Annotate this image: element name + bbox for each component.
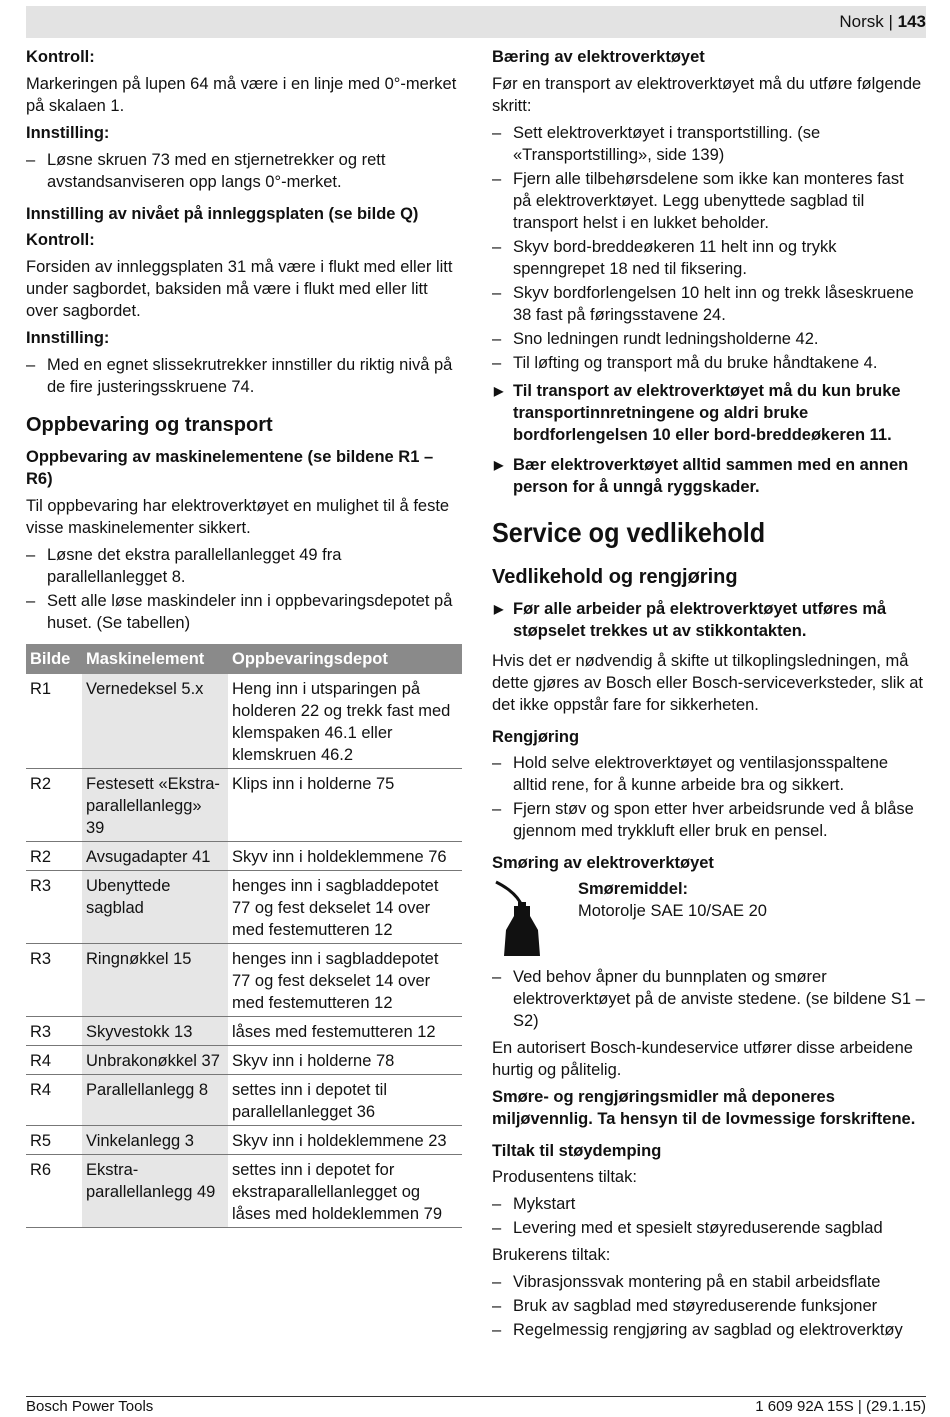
list-item: – Løsne det ekstra parallellanlegget 49 fra parallellanlegget 8.	[26, 544, 462, 588]
table-cell: Vinkelanlegg 3	[82, 1126, 228, 1155]
page-header: Norsk | 143	[839, 12, 926, 31]
table-cell: Skyv inn i holdeklemmene 76	[228, 842, 462, 871]
table-row	[26, 674, 462, 769]
maskin-title: Oppbevaring av maskinelementene (se bildene R1 – R6)	[26, 448, 434, 488]
table-row	[26, 944, 462, 1017]
innstilling2-title: Innstilling:	[26, 329, 110, 347]
table-row	[26, 1155, 462, 1228]
header-language: Norsk	[839, 12, 884, 31]
list-item: – Skyv bordforlengelsen 10 helt inn og trekk låseskruene 38 fast på føringsstavene 24.	[492, 282, 926, 326]
list-item: – Bruk av sagblad med støyreduserende funksjoner	[492, 1295, 926, 1317]
table-cell: Ubenyttede sagblad	[82, 871, 228, 944]
table-cell: R2	[26, 769, 82, 842]
table-cell: R5	[26, 1126, 82, 1155]
table-cell: R3	[26, 1017, 82, 1046]
table-row	[26, 1126, 462, 1155]
oppbevaring-heading: Oppbevaring og transport	[26, 414, 273, 436]
table-cell: R4	[26, 1046, 82, 1075]
table-cell: Ringnøkkel 15	[82, 944, 228, 1017]
baering-text: Før en transport av elektroverktøyet må du utføre følgende skritt:	[492, 75, 922, 115]
table-header-cell: Maskinelement	[82, 644, 228, 674]
page-footer	[26, 1396, 926, 1415]
table-header-row	[26, 644, 462, 674]
vedlikehold-heading: Vedlikehold og rengjøring	[492, 566, 738, 588]
innstilling1-list	[26, 149, 462, 193]
smoring-list	[492, 966, 926, 1032]
kontroll1-title: Kontroll:	[26, 48, 95, 66]
footer-docid: 1 609 92A 15S | (29.1.15)	[755, 1398, 926, 1415]
table-cell: Unbrakonøkkel 37	[82, 1046, 228, 1075]
kundeservice-text: En autorisert Bosch-kundeservice utfører disse arbeidene hurtig og pålitelig.	[492, 1039, 913, 1079]
list-item: – Regelmessig rengjøring av sagblad og elektroverktøy	[492, 1319, 926, 1341]
list-item: – Sno ledningen rundt ledningsholderne 42.	[492, 328, 926, 350]
maskin-text: Til oppbevaring har elektroverktøyet en mulighet til å feste visse maskinelementer sikkert.	[26, 497, 450, 537]
table-cell: Festesett «Ekstra-parallellanlegg» 39	[82, 769, 228, 842]
table-cell: R2	[26, 842, 82, 871]
smoring-title: Smøring av elektroverktøyet	[492, 854, 714, 872]
table-cell: Ekstra-parallellanlegg 49	[82, 1155, 228, 1228]
table-row	[26, 1046, 462, 1075]
warning-carry: ▶ Bær elektroverktøyet alltid sammen med en annen person for å unngå ryggskader.	[492, 454, 926, 498]
service-heading: Service og vedlikehold	[492, 517, 766, 548]
table-cell: Skyv inn i holdeklemmene 23	[228, 1126, 462, 1155]
smoremiddel-label: Smøremiddel:	[578, 880, 689, 898]
kontroll1-text: Markeringen på lupen 64 må være i en linje med 0°-merket på skalaen 1.	[26, 75, 457, 115]
storage-table	[26, 644, 462, 1228]
kontroll2-title: Kontroll:	[26, 231, 95, 249]
list-item: – Til løfting og transport må du bruke håndtakene 4.	[492, 352, 926, 374]
table-cell: henges inn i sagbladdepotet 77 og fest dekselet 14 over med festemutteren 12	[228, 944, 462, 1017]
table-cell: settes inn i depotet til parallellanlegget 36	[228, 1075, 462, 1126]
table-row	[26, 842, 462, 871]
innstilling1-title: Innstilling:	[26, 124, 110, 142]
warning-plug: ▶ Før alle arbeider på elektroverktøyet utføres må støpselet trekkes ut av stikkontakten.	[492, 598, 926, 642]
table-row	[26, 871, 462, 944]
bruker-label: Brukerens tiltak:	[492, 1246, 611, 1264]
list-item: – Vibrasjonssvak montering på en stabil arbeidsflate	[492, 1271, 926, 1293]
table-row	[26, 1075, 462, 1126]
table-cell: Heng inn i utsparingen på holderen 22 og trekk fast med klemspaken 46.1 eller klemskruen 46.2	[228, 674, 462, 769]
produsent-label: Produsentens tiltak:	[492, 1168, 637, 1186]
table-cell: Skyv inn i holderne 78	[228, 1046, 462, 1075]
miljo-text: Smøre- og rengjøringsmidler må deponeres miljøvennlig. Ta hensyn til de lovmessige forskriftene.	[492, 1088, 916, 1128]
table-cell: Parallellanlegg 8	[82, 1075, 228, 1126]
bruker-list	[492, 1271, 926, 1341]
oil-can-icon	[492, 878, 562, 958]
left-column	[26, 46, 462, 1228]
baering-title: Bæring av elektroverktøyet	[492, 48, 705, 66]
list-item: – Sett elektroverktøyet i transportstilling. (se «Transportstilling», side 139)	[492, 122, 926, 166]
table-cell: R3	[26, 944, 82, 1017]
table-cell: R4	[26, 1075, 82, 1126]
baering-list	[492, 122, 926, 374]
table-cell: settes inn i depotet for ekstraparallellanlegget og låses med holdeklemmen 79	[228, 1155, 462, 1228]
lubricant-block	[492, 878, 926, 958]
page-number: 143	[897, 12, 926, 31]
warning-transport: ▶ Til transport av elektroverktøyet må du kun bruke transportinnretningene og aldri bruke bordforlengelsen 10 eller bord-breddeøkeren 11.	[492, 380, 926, 446]
list-item: – Hold selve elektroverktøyet og ventilasjonsspaltene alltid rene, for å kunne arbeide bra og sikkert.	[492, 752, 926, 796]
table-row	[26, 1017, 462, 1046]
list-item: – Fjern støv og spon etter hver arbeidsrunde ved å blåse gjennom med trykkluft eller bruk en pensel.	[492, 798, 926, 842]
list-item: – Mykstart	[492, 1193, 926, 1215]
table-header-cell: Bilde	[26, 644, 82, 674]
right-column	[492, 46, 926, 1346]
rengjoring-list	[492, 752, 926, 842]
table-cell: Skyvestokk 13	[82, 1017, 228, 1046]
kontroll2-text: Forsiden av innleggsplaten 31 må være i flukt med eller litt under sagbordet, baksiden må være i flukt med eller litt over sagbordet.	[26, 258, 453, 320]
maskin-list	[26, 544, 462, 634]
list-item: – Levering med et spesielt støyreduserende sagblad	[492, 1217, 926, 1239]
table-cell: låses med festemutteren 12	[228, 1017, 462, 1046]
nivaa-title: Innstilling av nivået på innleggsplaten (se bilde Q)	[26, 205, 419, 223]
table-header-cell: Oppbevaringsdepot	[228, 644, 462, 674]
list-item: – Sett alle løse maskindeler inn i oppbevaringsdepotet på huset. (Se tabellen)	[26, 590, 462, 634]
table-cell: henges inn i sagbladdepotet 77 og fest dekselet 14 over med festemutteren 12	[228, 871, 462, 944]
footer-brand: Bosch Power Tools	[26, 1398, 154, 1415]
list-item: – Ved behov åpner du bunnplaten og smører elektroverktøyet på de anviste stedene. (se bildene S1 – S2)	[492, 966, 926, 1032]
vedlikehold-text: Hvis det er nødvendig å skifte ut tilkoplingsledningen, må dette gjøres av Bosch eller Bosch-serviceverksteder, slik at det ikke oppstår fare for sikkerheten.	[492, 652, 924, 714]
table-cell: Vernedeksel 5.x	[82, 674, 228, 769]
table-cell: Avsugadapter 41	[82, 842, 228, 871]
header-bar	[26, 6, 926, 38]
table-cell: R6	[26, 1155, 82, 1228]
table-row	[26, 769, 462, 842]
table-cell: R1	[26, 674, 82, 769]
list-item: – Fjern alle tilbehørsdelene som ikke kan monteres fast på elektroverktøyet. Legg ubenyttede sagblad til transport helst i en lukket beholder.	[492, 168, 926, 234]
table-cell: R3	[26, 871, 82, 944]
list-item: – Løsne skruen 73 med en stjernetrekker og rett avstandsanviseren opp langs 0°-merket.	[26, 149, 462, 193]
rengjoring-title: Rengjøring	[492, 728, 580, 746]
list-item: – Skyv bord-breddeøkeren 11 helt inn og trykk spenngrepet 18 ned til fiksering.	[492, 236, 926, 280]
smoremiddel-value: Motorolje SAE 10/SAE 20	[578, 902, 767, 920]
table-cell: Klips inn i holderne 75	[228, 769, 462, 842]
produsent-list	[492, 1193, 926, 1239]
lubricant-text	[578, 878, 767, 958]
stoy-title: Tiltak til støydemping	[492, 1142, 662, 1160]
innstilling2-list	[26, 354, 462, 398]
list-item: – Med en egnet slissekrutrekker innstiller du riktig nivå på de fire justeringsskruene 74.	[26, 354, 462, 398]
